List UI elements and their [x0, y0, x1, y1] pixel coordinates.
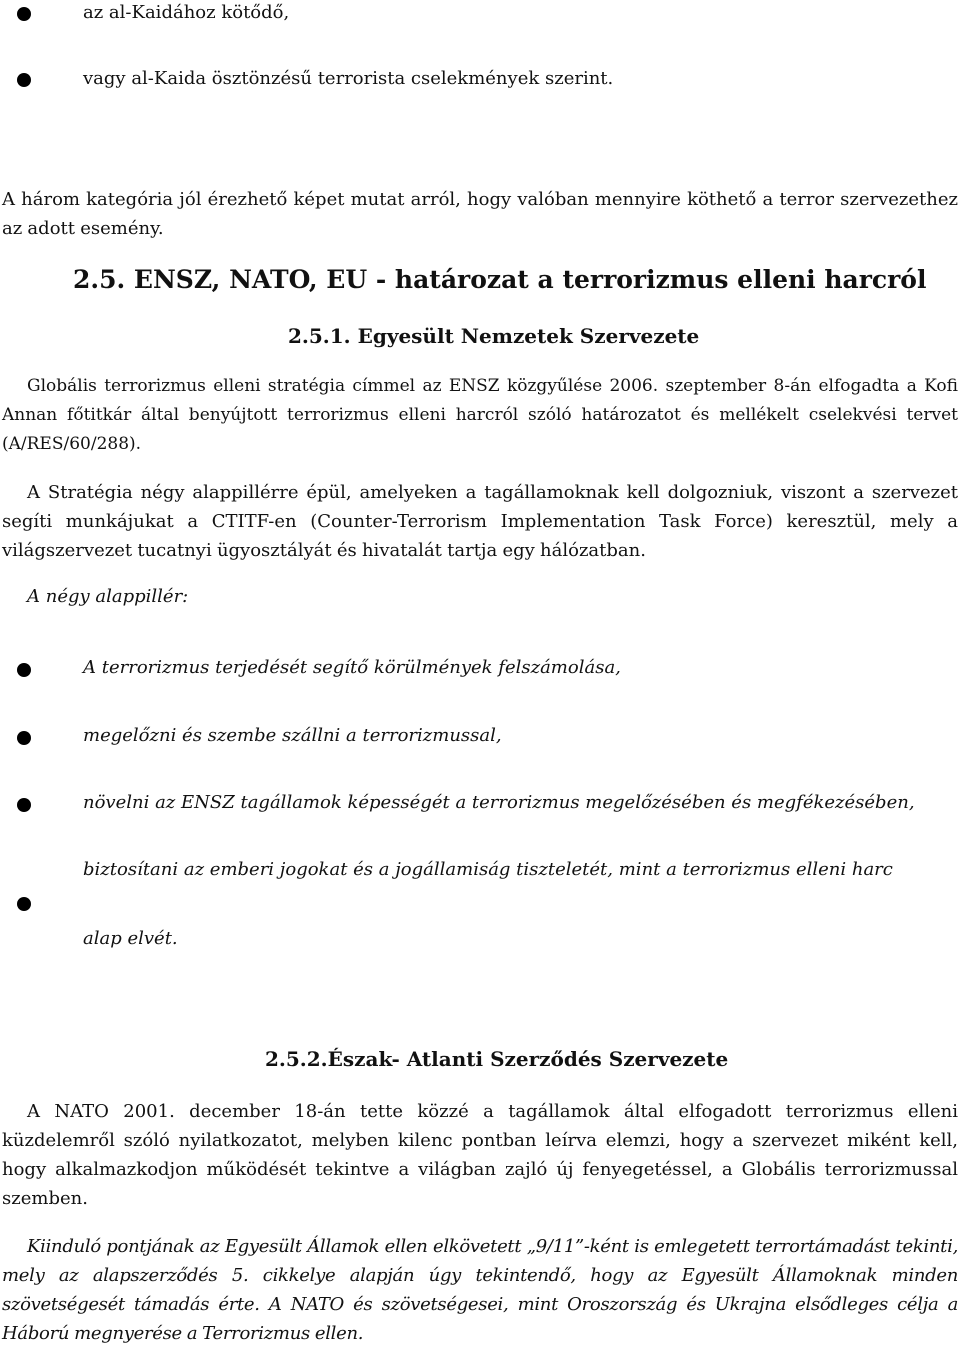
paragraph-nato-starting-point: Kiinduló pontjának az Egyesült Államok ellen elkövetett „9/11”-ként is emlegetett terrortámadást tekinti, mely az alapszerződés 5. cikkelye alapján úgy tekintendő, hogy az Egyesült Államoknak minden szövetségesét támadás érte. A NATO és szövetségesei, mint Oroszország és Ukrajna elsődleges célja a Háború megnyerése a Terrorizmus ellen. [2, 1236, 958, 1344]
paragraph-categories: A három kategória jól érezhető képet mutat arról, hogy valóban mennyire köthető a terror szervezethez az adott esemény. [2, 189, 958, 239]
list-item: megelőzni és szembe szállni a terrorizmussal, [83, 725, 502, 746]
bullet-icon [17, 73, 31, 87]
list-item: növelni az ENSZ tagállamok képességét a terrorizmus megelőzésében és megfékezésében, [83, 792, 915, 813]
list-item: vagy al-Kaida ösztönzésű terrorista cselekmények szerint. [83, 68, 614, 89]
list-item: az al-Kaidához kötődő, [83, 2, 290, 23]
bullet-icon [17, 663, 31, 677]
list-item: A terrorizmus terjedését segítő körülmények felszámolása, [83, 657, 621, 678]
paragraph-pillars-intro: A Stratégia négy alappillérre épül, amelyeken a tagállamoknak kell dolgozniuk, viszont a szervezet segíti munkájukat a CTITF-en (Counter-Terrorism Implementation Task Force) keresztül, mely a világszervezet tucatnyi ügyosztályát és hivatalát tartja egy hálózatban. [2, 482, 958, 561]
list-item: biztosítani az emberi jogokat és a jogállamiság tiszteletét, mint a terrorizmus elleni harc [83, 859, 893, 880]
pillars-title: A négy alappillér: [27, 586, 189, 607]
paragraph-nato-declaration: A NATO 2001. december 18-án tette közzé a tagállamok által elfogadott terrorizmus elleni küzdelemről szóló nyilatkozatot, melyben kilenc pontban leírva elemzi, hogy a szervezet miként kell, hogy alkalmazkodjon működését tekintve a világban zajló új fenyegetéssel, a Globális terrorizmussal szemben. [2, 1101, 958, 1209]
bullet-icon [17, 798, 31, 812]
section-heading-2-5: 2.5. ENSZ, NATO, EU - határozat a terrorizmus elleni harcról [73, 265, 927, 294]
section-heading-2-5-2: 2.5.2.Észak- Atlanti Szerződés Szervezete [265, 1047, 729, 1071]
bullet-icon [17, 897, 31, 911]
section-heading-2-5-1: 2.5.1. Egyesült Nemzetek Szervezete [288, 324, 700, 348]
list-item-continued: alap elvét. [83, 928, 178, 949]
bullet-icon [17, 7, 31, 21]
paragraph-un-strategy: Globális terrorizmus elleni stratégia címmel az ENSZ közgyűlése 2006. szeptember 8-án elfogadta a Kofi Annan főtitkár által benyújtott terrorizmus elleni harcról szóló határozatot és mellékelt cselekvési tervet (A/RES/60/288). [2, 376, 958, 454]
bullet-icon [17, 731, 31, 745]
